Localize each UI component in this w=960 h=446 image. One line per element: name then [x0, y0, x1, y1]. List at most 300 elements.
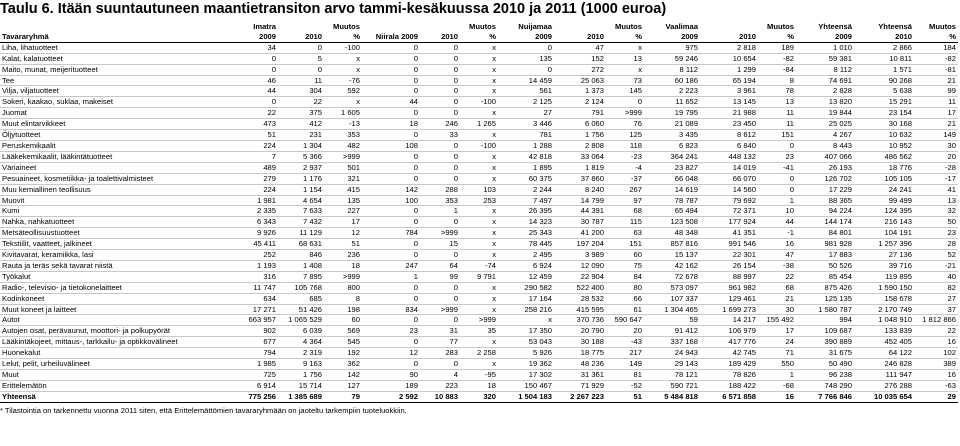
- value-cell: 33: [420, 130, 460, 141]
- value-cell: 5: [278, 53, 324, 64]
- table-row: [0, 184, 958, 195]
- value-cell: 0: [362, 293, 420, 304]
- value-cell: x: [460, 75, 498, 86]
- value-cell: 21 988: [700, 108, 758, 119]
- value-cell: 975: [644, 42, 700, 53]
- value-cell: 23 827: [644, 162, 700, 173]
- value-cell: 61: [606, 304, 644, 315]
- value-cell: 685: [278, 293, 324, 304]
- table-row: [0, 250, 958, 261]
- table-row: [0, 53, 958, 64]
- value-cell: 99: [420, 271, 460, 282]
- value-cell: >999: [420, 228, 460, 239]
- value-cell: -43: [606, 337, 644, 348]
- table-row: [0, 370, 958, 381]
- value-cell: 51 426: [278, 304, 324, 315]
- column-header: 2010: [854, 32, 914, 42]
- value-cell: 50 490: [796, 359, 854, 370]
- value-cell: x: [460, 359, 498, 370]
- value-cell: 0: [362, 239, 420, 250]
- value-cell: 2 170 749: [854, 304, 914, 315]
- value-cell: 0: [362, 108, 420, 119]
- value-cell: 17 229: [796, 184, 854, 195]
- value-cell: 0: [362, 282, 420, 293]
- value-cell: 7 633: [278, 206, 324, 217]
- value-cell: 489: [232, 162, 278, 173]
- value-cell: x: [460, 130, 498, 141]
- row-label-cell: Kivitavarat, keramiikka, lasi: [0, 250, 232, 261]
- row-label-cell: Väriaineet: [0, 162, 232, 173]
- row-label-cell: Huonekalut: [0, 348, 232, 359]
- value-cell: >999: [420, 304, 460, 315]
- value-cell: 0: [498, 64, 554, 75]
- value-cell: 800: [324, 282, 362, 293]
- value-cell: 28 532: [554, 293, 606, 304]
- value-cell: 13 820: [796, 97, 854, 108]
- value-cell: 2 937: [278, 162, 324, 173]
- value-cell: 19 844: [796, 108, 854, 119]
- value-cell: 452 405: [854, 337, 914, 348]
- row-label-cell: Metsäteollisuustuotteet: [0, 228, 232, 239]
- value-cell: 8 112: [796, 64, 854, 75]
- value-cell: -81: [914, 64, 958, 75]
- value-cell: 42 745: [700, 348, 758, 359]
- value-cell: 320: [460, 391, 498, 402]
- value-cell: 247: [362, 260, 420, 271]
- value-cell: 0: [362, 64, 420, 75]
- value-cell: 2 592: [362, 391, 420, 402]
- value-cell: 550: [758, 359, 796, 370]
- table-row: [0, 326, 958, 337]
- value-cell: 0: [420, 315, 460, 326]
- value-cell: 40: [914, 271, 958, 282]
- value-cell: 133 839: [854, 326, 914, 337]
- value-cell: 151: [758, 130, 796, 141]
- value-cell: 0: [362, 359, 420, 370]
- value-cell: 0: [420, 140, 460, 151]
- value-cell: 24: [758, 337, 796, 348]
- value-cell: 17: [914, 108, 958, 119]
- column-header: Muutos: [333, 22, 360, 31]
- value-cell: x: [324, 97, 362, 108]
- value-cell: 1: [420, 206, 460, 217]
- value-cell: 663 957: [232, 315, 278, 326]
- value-cell: 1: [758, 370, 796, 381]
- value-cell: 16: [758, 239, 796, 250]
- value-cell: 72 371: [700, 206, 758, 217]
- value-cell: -38: [758, 260, 796, 271]
- value-cell: 501: [324, 162, 362, 173]
- value-cell: 23: [914, 228, 958, 239]
- value-cell: 0: [362, 130, 420, 141]
- column-header: 2009: [796, 32, 854, 42]
- table-row: [0, 151, 958, 162]
- value-cell: 6 343: [232, 217, 278, 228]
- value-cell: 0: [758, 173, 796, 184]
- table-row: [0, 239, 958, 250]
- value-cell: -63: [914, 380, 958, 391]
- value-cell: 227: [324, 206, 362, 217]
- value-cell: 18: [460, 380, 498, 391]
- value-cell: 27 136: [854, 250, 914, 261]
- value-cell: 23: [758, 151, 796, 162]
- value-cell: 775 256: [232, 391, 278, 402]
- value-cell: x: [460, 86, 498, 97]
- value-cell: 0: [362, 162, 420, 173]
- table-row: [0, 42, 958, 53]
- value-cell: 407 066: [796, 151, 854, 162]
- value-cell: 31 361: [554, 370, 606, 381]
- value-cell: 31 675: [796, 348, 854, 359]
- row-label-cell: Rauta ja teräs sekä tavarat niistä: [0, 260, 232, 271]
- value-cell: x: [498, 315, 554, 326]
- table-row: [0, 195, 958, 206]
- value-cell: 90 268: [854, 75, 914, 86]
- value-cell: 60 186: [644, 75, 700, 86]
- value-cell: 784: [362, 228, 420, 239]
- column-header: 2010: [554, 32, 606, 42]
- value-cell: >999: [324, 151, 362, 162]
- value-cell: 258 216: [498, 304, 554, 315]
- value-cell: 11: [278, 75, 324, 86]
- value-cell: 0: [362, 151, 420, 162]
- value-cell: 0: [362, 42, 420, 53]
- value-cell: -37: [606, 173, 644, 184]
- value-cell: 16: [758, 391, 796, 402]
- value-cell: 236: [324, 250, 362, 261]
- value-cell: 44 391: [554, 206, 606, 217]
- value-cell: 11: [914, 97, 958, 108]
- value-cell: 20: [914, 151, 958, 162]
- value-cell: 84: [606, 271, 644, 282]
- column-header: Muutos: [615, 22, 642, 31]
- value-cell: 9 926: [232, 228, 278, 239]
- value-cell: 72 678: [644, 271, 700, 282]
- table-row: [0, 140, 958, 151]
- value-cell: x: [606, 64, 644, 75]
- row-label-cell: Radio-, televisio- ja tietokonelaitteet: [0, 282, 232, 293]
- column-header: 2009: [498, 32, 554, 42]
- value-cell: 272: [554, 64, 606, 75]
- value-cell: 3 961: [700, 86, 758, 97]
- value-cell: 0: [362, 75, 420, 86]
- value-cell: 30 787: [554, 217, 606, 228]
- page-title: Taulu 6. Itään suuntautuneen maantietransiton arvo tammi-kesäkuussa 2010 ja 2011 (1000 euroa): [0, 1, 667, 17]
- value-cell: 0: [758, 184, 796, 195]
- value-cell: 27: [498, 108, 554, 119]
- value-cell: 73: [606, 75, 644, 86]
- value-cell: 22: [914, 326, 958, 337]
- value-cell: 0: [420, 108, 460, 119]
- row-label-cell: Muut koneet ja laitteet: [0, 304, 232, 315]
- column-header: Nuijamaa: [518, 22, 552, 31]
- table-row: [0, 130, 958, 141]
- value-cell: 2 319: [278, 348, 324, 359]
- value-cell: 1 981: [232, 195, 278, 206]
- row-label-cell: Lääkintäkojeet, mittaus-, tarkkailu- ja optikkovälineet: [0, 337, 232, 348]
- value-cell: 252: [232, 250, 278, 261]
- value-cell: 370 736: [554, 315, 606, 326]
- column-header: %: [324, 32, 362, 42]
- value-cell: 217: [606, 348, 644, 359]
- value-cell: -100: [324, 42, 362, 53]
- value-cell: 20: [606, 326, 644, 337]
- value-cell: -68: [758, 380, 796, 391]
- value-cell: 12 459: [498, 271, 554, 282]
- value-cell: 0: [362, 337, 420, 348]
- value-cell: 17 302: [498, 370, 554, 381]
- value-cell: 473: [232, 119, 278, 130]
- value-cell: 10: [758, 206, 796, 217]
- value-cell: -100: [460, 140, 498, 151]
- value-cell: 105 768: [278, 282, 324, 293]
- value-cell: 875 426: [796, 282, 854, 293]
- value-cell: 223: [420, 380, 460, 391]
- value-cell: 64 122: [854, 348, 914, 359]
- value-cell: 41 200: [554, 228, 606, 239]
- value-cell: 13: [914, 195, 958, 206]
- value-cell: 794: [232, 348, 278, 359]
- value-cell: 85 454: [796, 271, 854, 282]
- table-row: [0, 304, 958, 315]
- column-header: Tavararyhmä: [0, 32, 232, 42]
- total-row: [0, 391, 958, 402]
- value-cell: 1 504 183: [498, 391, 554, 402]
- value-cell: 7 497: [498, 195, 554, 206]
- value-cell: 97: [606, 195, 644, 206]
- value-cell: 4 267: [796, 130, 854, 141]
- value-cell: 304: [278, 86, 324, 97]
- value-cell: 16: [914, 370, 958, 381]
- value-cell: 11 747: [232, 282, 278, 293]
- column-header: [420, 22, 460, 32]
- value-cell: 48 236: [554, 359, 606, 370]
- value-cell: 65 494: [644, 206, 700, 217]
- value-cell: 981 928: [796, 239, 854, 250]
- value-cell: 189 429: [700, 359, 758, 370]
- value-cell: 59: [644, 315, 700, 326]
- value-cell: 283: [420, 348, 460, 359]
- value-cell: 0: [362, 315, 420, 326]
- value-cell: 46: [232, 75, 278, 86]
- value-cell: 4: [420, 370, 460, 381]
- header-row-2: [0, 32, 958, 42]
- value-cell: 10 654: [700, 53, 758, 64]
- value-cell: 189: [362, 380, 420, 391]
- value-cell: 7 432: [278, 217, 324, 228]
- value-cell: 64: [420, 260, 460, 271]
- row-label-cell: Pesuaineet, kosmetiikka- ja toalettivalmisteet: [0, 173, 232, 184]
- value-cell: 415 595: [554, 304, 606, 315]
- row-label-cell: Nahka, nahkatuotteet: [0, 217, 232, 228]
- value-cell: x: [460, 162, 498, 173]
- value-cell: 151: [606, 239, 644, 250]
- value-cell: x: [460, 228, 498, 239]
- value-cell: 1 065 529: [278, 315, 324, 326]
- value-cell: 3 989: [554, 250, 606, 261]
- value-cell: 71: [758, 348, 796, 359]
- value-cell: 126 702: [796, 173, 854, 184]
- value-cell: 17: [324, 217, 362, 228]
- value-cell: 994: [796, 315, 854, 326]
- value-cell: 102: [914, 348, 958, 359]
- value-cell: >999: [606, 108, 644, 119]
- value-cell: 846: [278, 250, 324, 261]
- value-cell: 45 411: [232, 239, 278, 250]
- value-cell: 78 826: [700, 370, 758, 381]
- table-row: [0, 282, 958, 293]
- value-cell: 12: [324, 228, 362, 239]
- value-cell: 14 459: [498, 75, 554, 86]
- value-cell: 16: [914, 337, 958, 348]
- value-cell: 486 562: [854, 151, 914, 162]
- value-cell: 109 687: [796, 326, 854, 337]
- value-cell: 125 135: [796, 293, 854, 304]
- value-cell: 26 193: [796, 162, 854, 173]
- value-cell: 1 812 866: [914, 315, 958, 326]
- column-header: [700, 22, 758, 32]
- value-cell: 0: [420, 42, 460, 53]
- row-label-cell: Autojen osat, perävaunut, moottori- ja polkupyörät: [0, 326, 232, 337]
- value-cell: 1 590 150: [854, 282, 914, 293]
- column-header: 2010: [700, 32, 758, 42]
- value-cell: 25 025: [796, 119, 854, 130]
- value-cell: -84: [758, 64, 796, 75]
- value-cell: 19 362: [498, 359, 554, 370]
- value-cell: -82: [914, 53, 958, 64]
- value-cell: 12: [362, 348, 420, 359]
- value-cell: 68: [606, 206, 644, 217]
- value-cell: 60: [606, 250, 644, 261]
- table-row: [0, 293, 958, 304]
- value-cell: 10 952: [854, 140, 914, 151]
- value-cell: 149: [606, 359, 644, 370]
- value-cell: 834: [362, 304, 420, 315]
- column-header: 2010: [278, 32, 324, 42]
- value-cell: 3 446: [498, 119, 554, 130]
- value-cell: 561: [498, 86, 554, 97]
- value-cell: 0: [362, 217, 420, 228]
- table-row: [0, 271, 958, 282]
- value-cell: 142: [362, 184, 420, 195]
- value-cell: 1 699 273: [700, 304, 758, 315]
- value-cell: 412: [278, 119, 324, 130]
- column-header: %: [606, 32, 644, 42]
- value-cell: 22: [758, 271, 796, 282]
- table-row: [0, 86, 958, 97]
- value-cell: 0: [498, 42, 554, 53]
- value-cell: 267: [606, 184, 644, 195]
- value-cell: 0: [606, 97, 644, 108]
- table-row: [0, 75, 958, 86]
- value-cell: -23: [606, 151, 644, 162]
- value-cell: 189: [758, 42, 796, 53]
- value-cell: 2 818: [700, 42, 758, 53]
- value-cell: 4 654: [278, 195, 324, 206]
- value-cell: 2 258: [460, 348, 498, 359]
- row-label-cell: Vilja, viljatuotteet: [0, 86, 232, 97]
- table-row: [0, 64, 958, 75]
- value-cell: 522 400: [554, 282, 606, 293]
- value-cell: 22: [278, 97, 324, 108]
- value-cell: 1 385 689: [278, 391, 324, 402]
- value-cell: 79: [324, 391, 362, 402]
- value-cell: x: [324, 53, 362, 64]
- value-cell: 6 039: [278, 326, 324, 337]
- value-cell: 3 435: [644, 130, 700, 141]
- row-label-cell: Kumi: [0, 206, 232, 217]
- value-cell: 2 335: [232, 206, 278, 217]
- value-cell: 5 926: [498, 348, 554, 359]
- table-body: [0, 42, 958, 402]
- value-cell: 111 947: [854, 370, 914, 381]
- column-header: Niirala 2009: [362, 32, 420, 42]
- value-cell: 0: [420, 97, 460, 108]
- value-cell: 107 337: [644, 293, 700, 304]
- value-cell: 51: [232, 130, 278, 141]
- value-cell: 634: [232, 293, 278, 304]
- value-cell: x: [460, 173, 498, 184]
- row-label-cell: Erittelemätön: [0, 380, 232, 391]
- value-cell: 364 241: [644, 151, 700, 162]
- value-cell: 8: [324, 293, 362, 304]
- value-cell: 1: [758, 195, 796, 206]
- value-cell: 1 580 787: [796, 304, 854, 315]
- table-row: [0, 97, 958, 108]
- value-cell: 68 631: [278, 239, 324, 250]
- row-label-cell: Kalat, kalatuotteet: [0, 53, 232, 64]
- value-cell: 78 121: [644, 370, 700, 381]
- value-cell: 27: [914, 293, 958, 304]
- value-cell: 7 766 846: [796, 391, 854, 402]
- value-cell: 79 692: [700, 195, 758, 206]
- value-cell: 216 143: [854, 217, 914, 228]
- value-cell: 52: [914, 250, 958, 261]
- value-cell: 590 721: [644, 380, 700, 391]
- table-row: [0, 173, 958, 184]
- value-cell: -52: [606, 380, 644, 391]
- value-cell: 991 546: [700, 239, 758, 250]
- value-cell: -100: [460, 97, 498, 108]
- value-cell: -21: [914, 260, 958, 271]
- value-cell: x: [460, 151, 498, 162]
- value-cell: x: [324, 64, 362, 75]
- value-cell: 35: [460, 326, 498, 337]
- row-label-cell: Peruskemikaalit: [0, 140, 232, 151]
- value-cell: 77: [420, 337, 460, 348]
- value-cell: 0: [362, 250, 420, 261]
- value-cell: 66: [606, 293, 644, 304]
- value-cell: 0: [420, 86, 460, 97]
- value-cell: 15 291: [854, 97, 914, 108]
- value-cell: 100: [362, 195, 420, 206]
- value-cell: 8: [758, 75, 796, 86]
- table-row: [0, 217, 958, 228]
- value-cell: x: [606, 42, 644, 53]
- row-label-cell: Muut elintarvikkeet: [0, 119, 232, 130]
- value-cell: 246 828: [854, 359, 914, 370]
- value-cell: 124 395: [854, 206, 914, 217]
- value-cell: 82: [914, 282, 958, 293]
- column-header: [554, 22, 606, 32]
- value-cell: 115: [606, 217, 644, 228]
- value-cell: 6 060: [554, 119, 606, 130]
- value-cell: 590 647: [606, 315, 644, 326]
- value-cell: 48 348: [644, 228, 700, 239]
- value-cell: 105 105: [854, 173, 914, 184]
- value-cell: 0: [420, 151, 460, 162]
- value-cell: 10 883: [420, 391, 460, 402]
